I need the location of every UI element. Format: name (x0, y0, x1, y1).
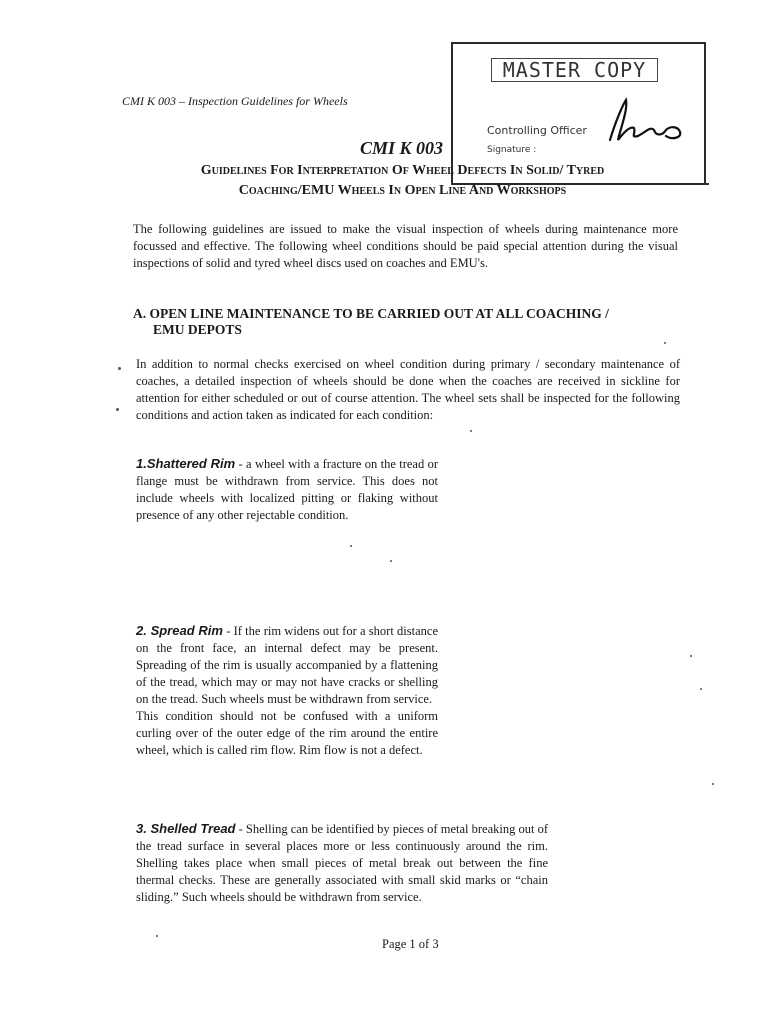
title-line-1: Guidelines For Interpretation Of Wheel Defects In Solid/ Tyred (200, 163, 605, 178)
section-a-heading-line-2: EMU DEPOTS (153, 322, 242, 337)
section-a-heading (133, 306, 683, 338)
handwritten-signature (600, 96, 690, 146)
scan-speck (664, 342, 666, 344)
item-title: 3. Shelled Tread (136, 821, 236, 836)
section-a-heading-line-1: A. OPEN LINE MAINTENANCE TO BE CARRIED OUT AT ALL COACHING / (133, 306, 609, 321)
item-text: - a wheel with a fracture on the tread or flange must be withdrawn from service. This does not include wheels with localized pitting or flaking without presence of any other rejectable condition. (136, 457, 438, 522)
section-a-body: In addition to normal checks exercised on wheel condition during primary / secondary maintenance of coaches, a detailed inspection of wheels should be done when the coaches are received in sickline for attention for either scheduled or out of course attention. The wheel sets shall be inspected for the following conditions and action taken as indicated for each condition: (136, 357, 680, 422)
controlling-officer-label: Controlling Officer (487, 124, 587, 137)
scan-speck (690, 655, 692, 657)
scan-speck (712, 783, 714, 785)
intro-paragraph: The following guidelines are issued to make the visual inspection of wheels during maintenance more focussed and effective. The following wheel conditions should be paid special attention during the visual inspections of solid and tyred wheel discs used on coaches and EMU's. (133, 222, 678, 270)
page-number: Page 1 of 3 (382, 937, 439, 951)
document-title (130, 161, 675, 201)
defect-item-shelled-tread (136, 820, 548, 906)
defect-item-spread-rim (136, 622, 438, 759)
item-note: This condition should not be confused with a uniform curling over of the outer edge of the rim around the entire wheel, which is called rim flow. Rim flow is not a defect. (136, 709, 438, 757)
scan-speck (118, 367, 121, 370)
scan-speck (156, 935, 158, 937)
item-title: 2. Spread Rim (136, 623, 223, 638)
item-text: - If the rim widens out for a short distance on the front face, an internal defect may be present. Spreading of the rim is usually accompanied by a flattening of the tread, which may or may not have cracks or shelling on the tread. Such wheels must be withdrawn from service. (136, 624, 438, 706)
scan-speck (700, 688, 702, 690)
header-note: CMI K 003 – Inspection Guidelines for Wheels (122, 94, 348, 108)
scan-speck (470, 430, 472, 432)
scan-speck (116, 408, 119, 411)
item-title: 1.Shattered Rim (136, 456, 236, 471)
title-line-2: Coaching/EMU Wheels In Open Line And Workshops (238, 183, 567, 198)
defect-item-shattered-rim (136, 455, 438, 524)
stamp-title: MASTER COPY (491, 58, 658, 82)
document-code: CMI K 003 (360, 138, 444, 158)
scan-speck (350, 545, 352, 547)
item-text: - Shelling can be identified by pieces of metal breaking out of the tread surface in several places more or less continuously around the rim. Shelling takes place when small pieces of metal break out between the fine thermal checks. These are generally associated with small skid marks or “chain sliding.” Such wheels should be withdrawn from service. (136, 822, 549, 904)
scan-speck (390, 560, 392, 562)
signature-label: Signature : (487, 145, 537, 155)
